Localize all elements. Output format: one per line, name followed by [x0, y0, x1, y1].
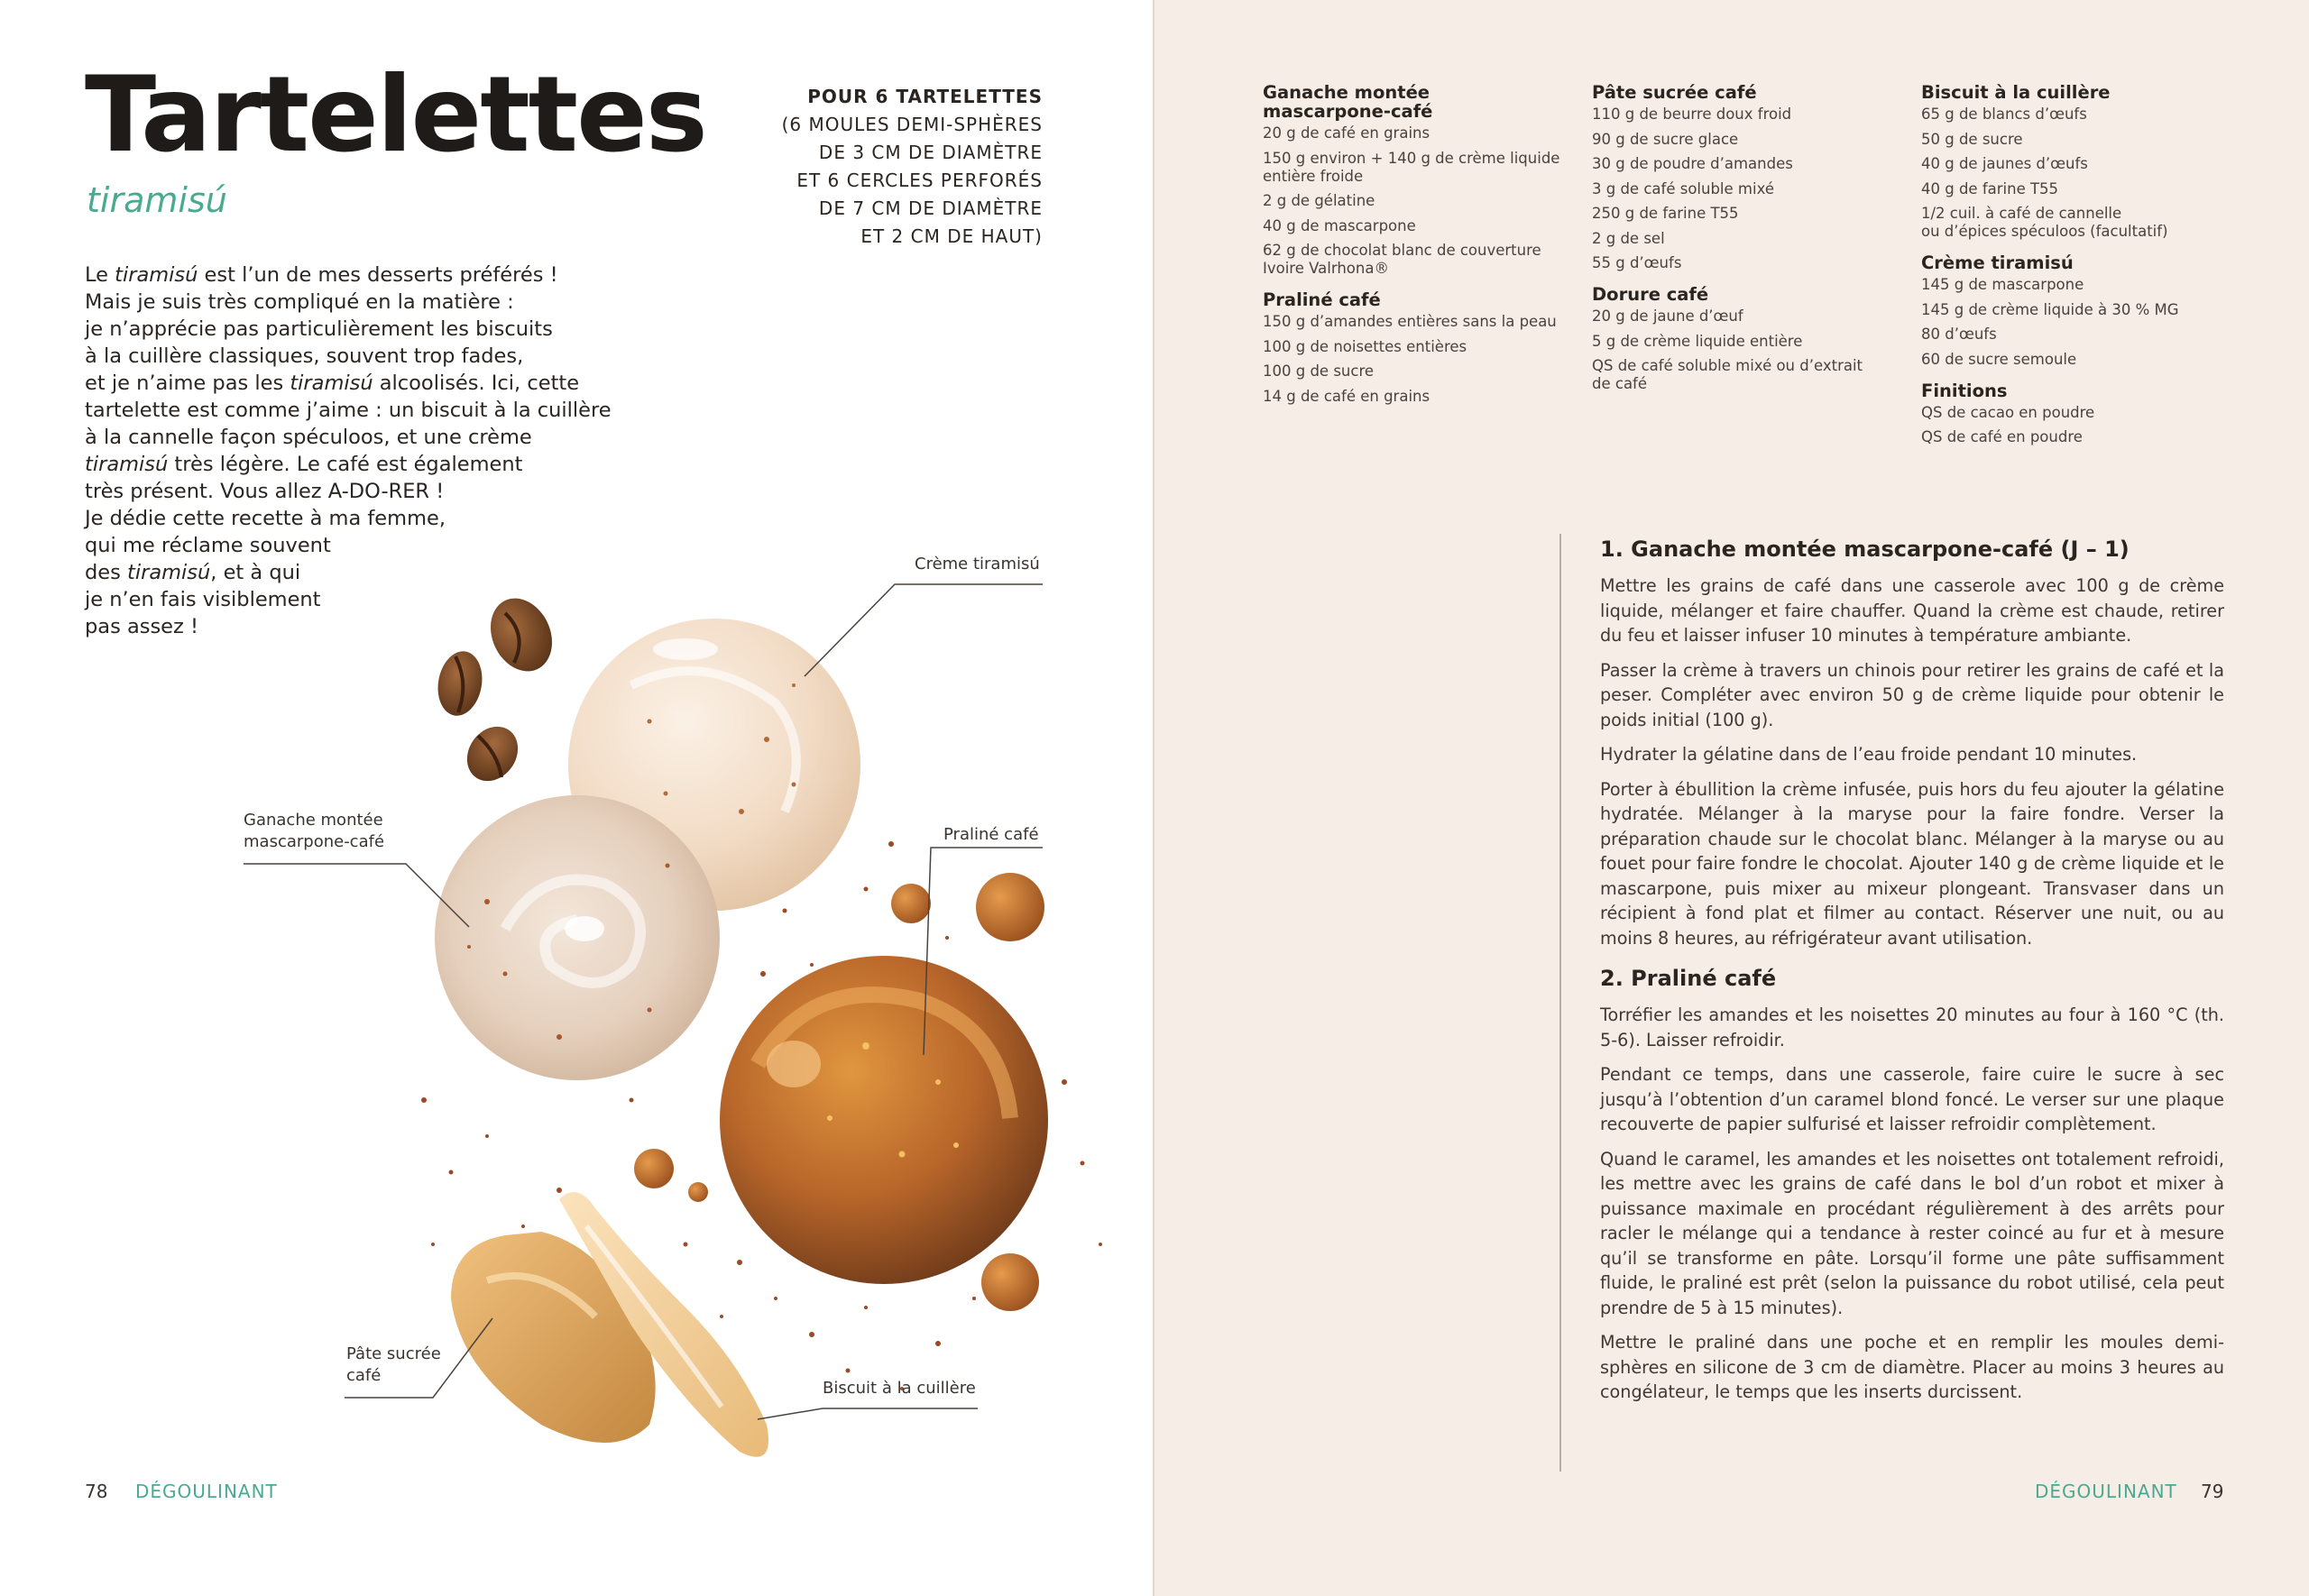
method-paragraph: Passer la crème à travers un chinois pour retirer les grains de café et la peser. Compléter avec environ 50 g de crème liquide pour obtenir le poids initial (100 g).: [1600, 659, 2224, 730]
ingredient-item: 60 de sucre semoule: [1921, 350, 2077, 368]
method-paragraph: Mettre le praliné dans une poche et en remplir les moules demi-sphères en silicone de 3 cm de diamètre. Placer au moins 3 heures au congélateur, le temps que les inserts durcissent.: [1600, 1332, 2224, 1402]
callout-creme-tiramisu: Crème tiramisú: [915, 555, 1040, 573]
ingredient-item: QS de café en poudre: [1921, 428, 2083, 445]
method-section: [1600, 534, 2224, 1417]
ingredient-item: 80 d’œufs: [1921, 326, 1997, 343]
callout-biscuit: Biscuit à la cuillère: [823, 1379, 976, 1398]
ingredient-group: [1921, 253, 2228, 369]
callout-line-biscuit: [758, 1408, 978, 1419]
yield-line: ET 2 CM DE HAUT): [860, 225, 1043, 247]
page-number-left: 78: [85, 1481, 108, 1502]
callout-line-ganache: [244, 864, 469, 927]
intro-emphasis: tiramisú: [115, 263, 198, 287]
intro-span: , et à qui je n’en fais visiblement pas assez !: [85, 561, 321, 638]
method-paragraph: Hydrater la gélatine dans de l’eau froide pendant 10 minutes.: [1600, 744, 2138, 765]
method-paragraph: Mettre les grains de café dans une casserole avec 100 g de crème liquide, mélanger et faire chauffer. Quand la crème est chaude, retirer du feu et laisser infuser 10 minutes à température ambiante.: [1600, 575, 2224, 646]
ingredient-group: [1263, 83, 1569, 278]
intro-span: Le: [85, 263, 115, 287]
recipe-title: Tartelettes: [85, 54, 706, 176]
ingredient-item: QS de cacao en poudre: [1921, 403, 2095, 421]
ingredient-item: 2 g de gélatine: [1263, 192, 1375, 209]
ingredient-item: 65 g de blancs d’œufs: [1921, 105, 2087, 123]
praline-sphere: [720, 956, 1048, 1284]
ingredient-item: 100 g de sucre: [1263, 362, 1375, 380]
ingredient-group: [1592, 285, 1899, 393]
intro-emphasis: tiramisú: [85, 453, 169, 476]
ingredient-group-title: Pâte sucrée café: [1592, 82, 1757, 103]
method-step: [1600, 963, 2224, 1405]
section-label-left: DÉGOULINANT: [135, 1481, 278, 1502]
ingredient-group-title: Crème tiramisú: [1921, 252, 2074, 273]
coffee-bean-icon: [479, 588, 564, 681]
ingredients-col-2: [1592, 83, 1899, 406]
section-label-right: DÉGOULINANT: [2035, 1481, 2177, 1502]
ingredient-item: 62 g de chocolat blanc de couverture Ivoire Valrhona®: [1263, 242, 1541, 277]
ingredient-group: [1921, 381, 2228, 447]
page-number-right: 79: [2201, 1481, 2224, 1502]
ingredient-item: 100 g de noisettes entières: [1263, 337, 1467, 355]
coffee-bean-icon: [433, 647, 487, 719]
ingredient-item: 30 g de poudre d’amandes: [1592, 155, 1793, 172]
ingredient-item: 250 g de farine T55: [1592, 205, 1739, 222]
ingredient-item: 14 g de café en grains: [1263, 387, 1430, 405]
ingredient-group-title: Dorure café: [1592, 284, 1709, 305]
ingredient-item: 90 g de sucre glace: [1592, 130, 1739, 148]
ingredient-item: 110 g de beurre doux froid: [1592, 105, 1792, 123]
recipe-subtitle: tiramisú: [87, 180, 227, 220]
praline-ball: [688, 1182, 708, 1202]
yield-line: DE 7 CM DE DIAMÈTRE: [818, 197, 1043, 219]
ingredient-group: [1592, 83, 1899, 272]
intro-span: est l’un de mes desserts préférés ! Mais je suis très compliqué en la matière : je n’apprécie pas particulièrement les biscuits à la cuillère classiques, souvent trop fades, et je n’aime pas les: [85, 263, 558, 395]
method-step: [1600, 534, 2224, 950]
ingredient-item: 40 g de jaunes d’œufs: [1921, 155, 2088, 172]
method-divider: [1559, 534, 1561, 1472]
ingredient-group-title: Biscuit à la cuillère: [1921, 82, 2111, 103]
ingredient-group-title: Praliné café: [1263, 289, 1381, 310]
yield-block: [628, 83, 1043, 251]
ingredient-item: 55 g d’œufs: [1592, 254, 1682, 271]
ingredient-group: [1263, 290, 1569, 406]
ingredient-item: 5 g de crème liquide entière: [1592, 332, 1803, 350]
ingredient-item: 20 g de café en grains: [1263, 124, 1430, 142]
intro-span: alcoolisés. Ici, cette tartelette est comme j’aime : un biscuit à la cuillère à la cannelle façon spéculoos, et une crème: [85, 371, 612, 449]
method-paragraph: Quand le caramel, les amandes et les noisettes ont totalement refroidi, les mettre avec les grains de café dans le bol d’un robot et mixer à puissance maximale en procédant régulièrement à des arrêts pour racler le mélange qui a tendance à rester coincé au fur et à mesure qu’il se transforme en pâte. Lorsqu’il forme une pâte suffisamment fluide, le praliné est prêt (selon la puissance du robot utilisé, cela peut prendre de 5 à 15 minutes).: [1600, 1148, 2224, 1318]
ingredients-col-1: [1263, 83, 1569, 418]
intro-emphasis: tiramisú: [127, 561, 211, 584]
praline-ball: [981, 1253, 1039, 1311]
ingredient-item: 40 g de farine T55: [1921, 179, 2059, 197]
ingredient-group-title: Ganache montée mascarpone-café: [1263, 82, 1433, 122]
praline-ball: [976, 873, 1044, 941]
yield-line: POUR 6 TARTELETTES: [807, 86, 1043, 107]
intro-emphasis: tiramisú: [290, 371, 373, 395]
ingredient-item: 50 g de sucre: [1921, 130, 2023, 148]
ingredient-item: 3 g de café soluble mixé: [1592, 179, 1774, 197]
dessert-illustration: [0, 505, 1153, 1479]
ingredient-item: 150 g environ + 140 g de crème liquide entière froide: [1263, 149, 1560, 185]
yield-line: ET 6 CERCLES PERFORÉS: [796, 170, 1043, 191]
praline-ball: [634, 1149, 674, 1188]
callout-praline: Praliné café: [943, 825, 1039, 844]
ganache-dome: [435, 795, 720, 1080]
ingredient-item: 2 g de sel: [1592, 229, 1665, 247]
callout-line-creme: [805, 584, 1043, 676]
ingredient-item: QS de café soluble mixé ou d’extrait de café: [1592, 357, 1863, 392]
ingredient-item: 20 g de jaune d’œuf: [1592, 307, 1743, 325]
ingredient-group-title: Finitions: [1921, 380, 2008, 401]
method-paragraph: Pendant ce temps, dans une casserole, faire cuire le sucre à sec jusqu’à l’obtention d’un caramel blond foncé. Le verser sur une plaque recouverte de papier sulfurisé et laisser refroidir complètement.: [1600, 1064, 2224, 1134]
ingredient-item: 40 g de mascarpone: [1263, 216, 1416, 234]
ingredient-item: 145 g de mascarpone: [1921, 276, 2084, 293]
ingredient-item: 1/2 cuil. à café de cannelle ou d’épices spéculoos (facultatif): [1921, 205, 2168, 240]
method-step-title: 2. Praliné café: [1600, 966, 1777, 991]
left-page: [0, 0, 1153, 1596]
method-paragraph: Porter à ébullition la crème infusée, puis hors du feu ajouter la gélatine hydratée. Mélanger à la maryse pour la faire fondre. Verser la préparation chaude sur le chocolat blanc. Mélanger à la maryse ou au fouet pour faire fondre le chocolat. Ajouter 140 g de crème liquide et le mascarpone, puis mixer au mixeur plongeant. Transvaser dans un récipient à fond plat et filmer au contact. Réserver une nuit, ou au moins 8 heures, au réfrigérateur avant utilisation.: [1600, 778, 2224, 949]
method-paragraph: Torréfier les amandes et les noisettes 20 minutes au four à 160 °C (th. 5-6). Laisser refroidir.: [1600, 1004, 2224, 1050]
intro-span: très légère. Le café est également très présent. Vous allez A-DO-RER ! Je dédie cette recette à ma femme, qui me réclame souvent des: [85, 453, 523, 584]
callout-pate-sucree: Pâte sucrée café: [346, 1344, 441, 1385]
method-step-title: 1. Ganache montée mascarpone-café (J – 1): [1600, 537, 2130, 562]
coffee-bean-icon: [456, 717, 528, 791]
callout-ganache: Ganache montée mascarpone-café: [244, 811, 385, 851]
ingredients-col-3: [1921, 83, 2228, 459]
yield-line: (6 MOULES DEMI-SPHÈRES: [781, 114, 1043, 135]
yield-line: DE 3 CM DE DIAMÈTRE: [818, 142, 1043, 163]
ingredient-item: 145 g de crème liquide à 30 % MG: [1921, 300, 2179, 318]
ingredient-item: 150 g d’amandes entières sans la peau: [1263, 313, 1557, 330]
ingredient-group: [1921, 83, 2228, 241]
praline-ball: [891, 884, 931, 923]
